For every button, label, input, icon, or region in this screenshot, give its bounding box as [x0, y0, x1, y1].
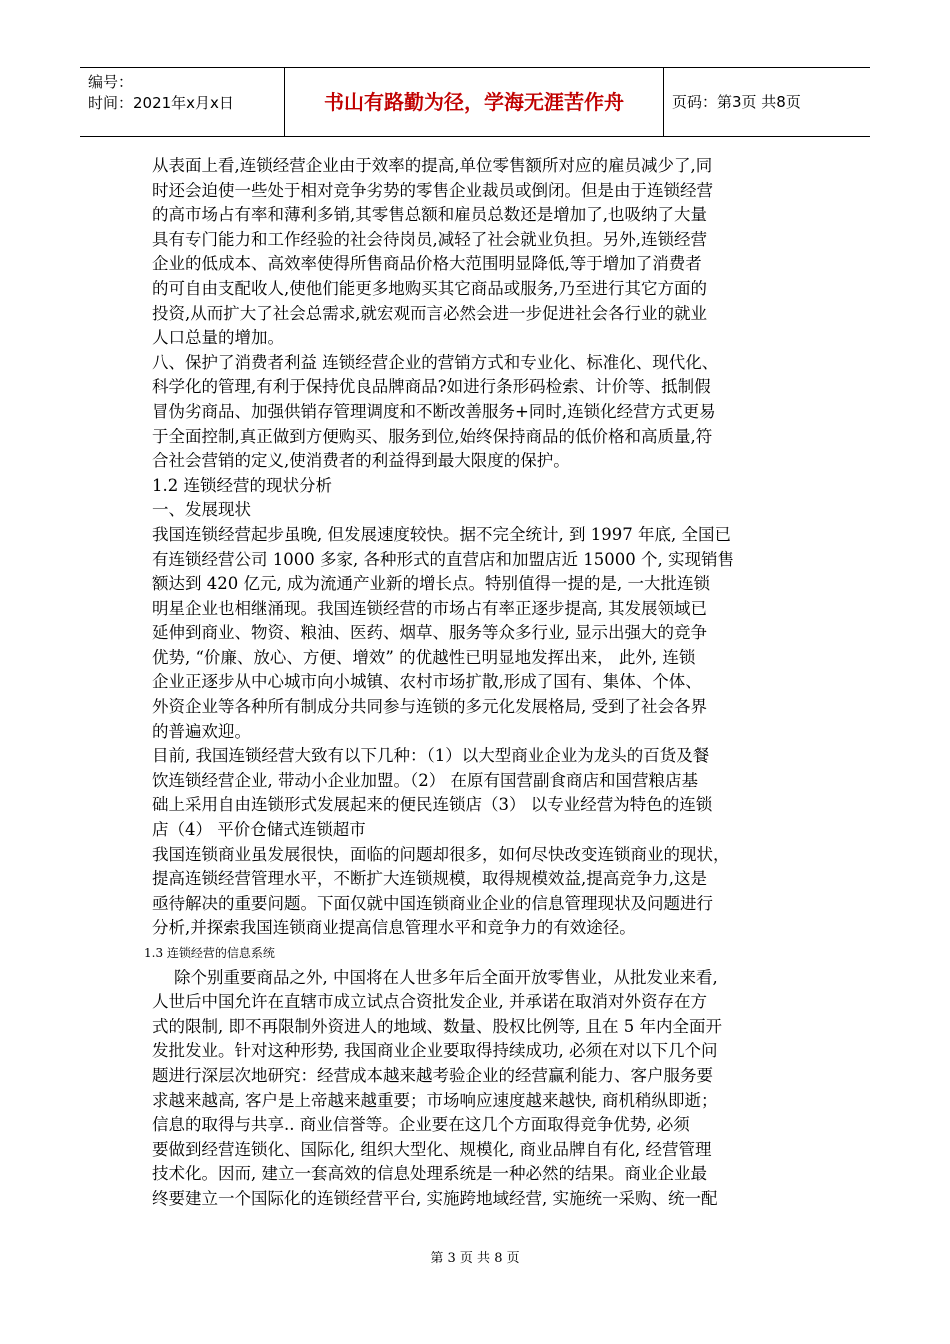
text-line: 发批发业。针对这种形势, 我国商业企业要取得持续成功, 必须在对以下几个问	[152, 1041, 718, 1061]
text-line: 终要建立一个国际化的连锁经营平台, 实施跨地域经营, 实施统一采购、统一配	[152, 1188, 718, 1208]
text-line: 具有专门能力和工作经验的社会待岗员,减轻了社会就业负担。另外,连锁经营	[152, 229, 707, 249]
text-line: 信息的取得与共享.. 商业信誉等。企业要在这几个方面取得竞争优势, 必须	[152, 1115, 690, 1135]
text-line: 投资,从而扩大了社会总需求,就宏观而言必然会进一步促进社会各行业的就业	[152, 303, 707, 323]
text-line: 题进行深层次地研究：经营成本越来越考验企业的经营赢利能力、客户服务要	[152, 1065, 713, 1085]
text-line: 合社会营销的定义,使消费者的利益得到最大限度的保护。	[152, 451, 570, 471]
text-line: 人口总量的增加。	[152, 328, 284, 348]
text-line: 求越来越高, 客户是上帝越来越重要；市场响应速度越来越快, 商机稍纵即逝；	[152, 1090, 718, 1110]
text-line: 的普遍欢迎。	[152, 721, 251, 741]
doc-number-label: 编号：	[88, 73, 134, 91]
text-line: 饮连锁经营企业, 带动小企业加盟。（2） 在原有国营副食商店和国营粮店基	[152, 770, 698, 790]
header-motto: 书山有路勤为径，学海无涯苦作舟	[324, 90, 624, 114]
text-line: 础上采用自由连锁形式发展起来的便民连锁店（3） 以专业经营为特色的连锁	[152, 795, 713, 815]
text-line: 从表面上看,连锁经营企业由于效率的提高,单位零售额所对应的雇员减少了,同	[152, 156, 713, 175]
text-line: 企业的低成本、高效率使得所售商品价格大范围明显降低,等于增加了消费者	[152, 254, 702, 274]
page-footer: 第 3 页 共 8 页	[430, 1251, 520, 1266]
text-line: 企业正逐步从中心城市向小城镇、农村市场扩散,形成了国有、集体、个体、	[152, 672, 702, 692]
text-line: 除个别重要商品之外, 中国将在人世多年后全面开放零售业，从批发业来看,	[174, 967, 718, 987]
text-line: 于全面控制,真正做到方便购买、服务到位,始终保持商品的低价格和高质量,符	[152, 426, 713, 446]
text-line: 额达到 420 亿元, 成为流通产业新的增长点。特别值得一提的是, 一大批连锁	[152, 574, 710, 594]
text-line: 分析,并探索我国连锁商业提高信息管理水平和竞争力的有效途径。	[152, 918, 636, 938]
text-line: 冒伪劣商品、加强供销存管理调度和不断改善服务+同时,连锁化经营方式更易	[152, 401, 716, 421]
text-line: 店（4） 平价仓储式连锁超市	[152, 820, 366, 840]
text-line: 要做到经营连锁化、国际化, 组织大型化、规模化, 商业品牌自有化, 经营管理	[152, 1139, 712, 1159]
text-line: 的可自由支配收人,使他们能更多地购买其它商品或服务,乃至进行其它方面的	[152, 278, 707, 298]
text-line: 人世后中国允许在直辖市成立试点合资批发企业, 并承诺在取消对外资存在方	[152, 992, 707, 1012]
text-line: 目前, 我国连锁经营大致有以下几种：（1）以大型商业企业为龙头的百货及餐	[152, 746, 710, 766]
header-page-number: 页码：第3页 共8页	[672, 93, 801, 111]
text-line: 延伸到商业、物资、粮油、医药、烟草、服务等众多行业, 显示出强大的竞争	[152, 623, 707, 643]
text-line: 外资企业等各种所有制成分共同参与连锁的多元化发展格局, 受到了社会各界	[152, 697, 707, 717]
section-heading: 1.2 连锁经营的现状分析	[152, 475, 332, 495]
text-line: 亟待解决的重要问题。下面仅就中国连锁商业企业的信息管理现状及问题进行	[152, 893, 713, 913]
header-divider	[663, 68, 664, 136]
text-line: 式的限制, 即不再限制外资进人的地域、数量、股权比例等, 且在 5 年内全面开	[152, 1016, 722, 1036]
page-header	[80, 67, 870, 137]
doc-date-label: 时间：2021年x月x日	[88, 94, 234, 112]
text-line: 优势, “价廉、放心、方便、增效” 的优越性已明显地发挥出来， 此外, 连锁	[152, 647, 696, 667]
header-meta	[88, 72, 283, 114]
text-line: 提高连锁经营管理水平，不断扩大连锁规模，取得规模效益,提高竞争力,这是	[152, 869, 707, 889]
text-line: 技术化。因而, 建立一套高效的信息处理系统是一种必然的结果。商业企业最	[152, 1164, 707, 1184]
text-line: 我国连锁商业虽发展很快，面临的问题却很多，如何尽快改变连锁商业的现状，	[152, 844, 730, 864]
text-line: 时还会迫使一些处于相对竞争劣势的零售企业裁员或倒闭。但是由于连锁经营	[152, 180, 713, 200]
text-line: 我国连锁经营起步虽晚, 但发展速度较快。据不完全统计, 到 1997 年底, 全国已	[152, 524, 731, 544]
section-heading: 1.3 连锁经营的信息系统	[144, 946, 275, 960]
subsection-heading: 一、发展现状	[152, 500, 251, 520]
text-line: 明星企业也相继涌现。我国连锁经营的市场占有率正逐步提高, 其发展领域已	[152, 598, 707, 618]
text-line: 八、保护了消费者利益 连锁经营企业的营销方式和专业化、标准化、现代化、	[152, 352, 719, 372]
text-line: 的高市场占有率和薄利多销,其零售总额和雇员总数还是增加了,也吸纳了大量	[152, 205, 707, 225]
document-body	[144, 154, 812, 1212]
text-line: 科学化的管理,有利于保持优良品牌商品?如进行条形码检索、计价等、抵制假	[152, 377, 711, 397]
text-line: 有连锁经营公司 1000 多家, 各种形式的直营店和加盟店近 15000 个, 实现销售	[152, 549, 734, 569]
